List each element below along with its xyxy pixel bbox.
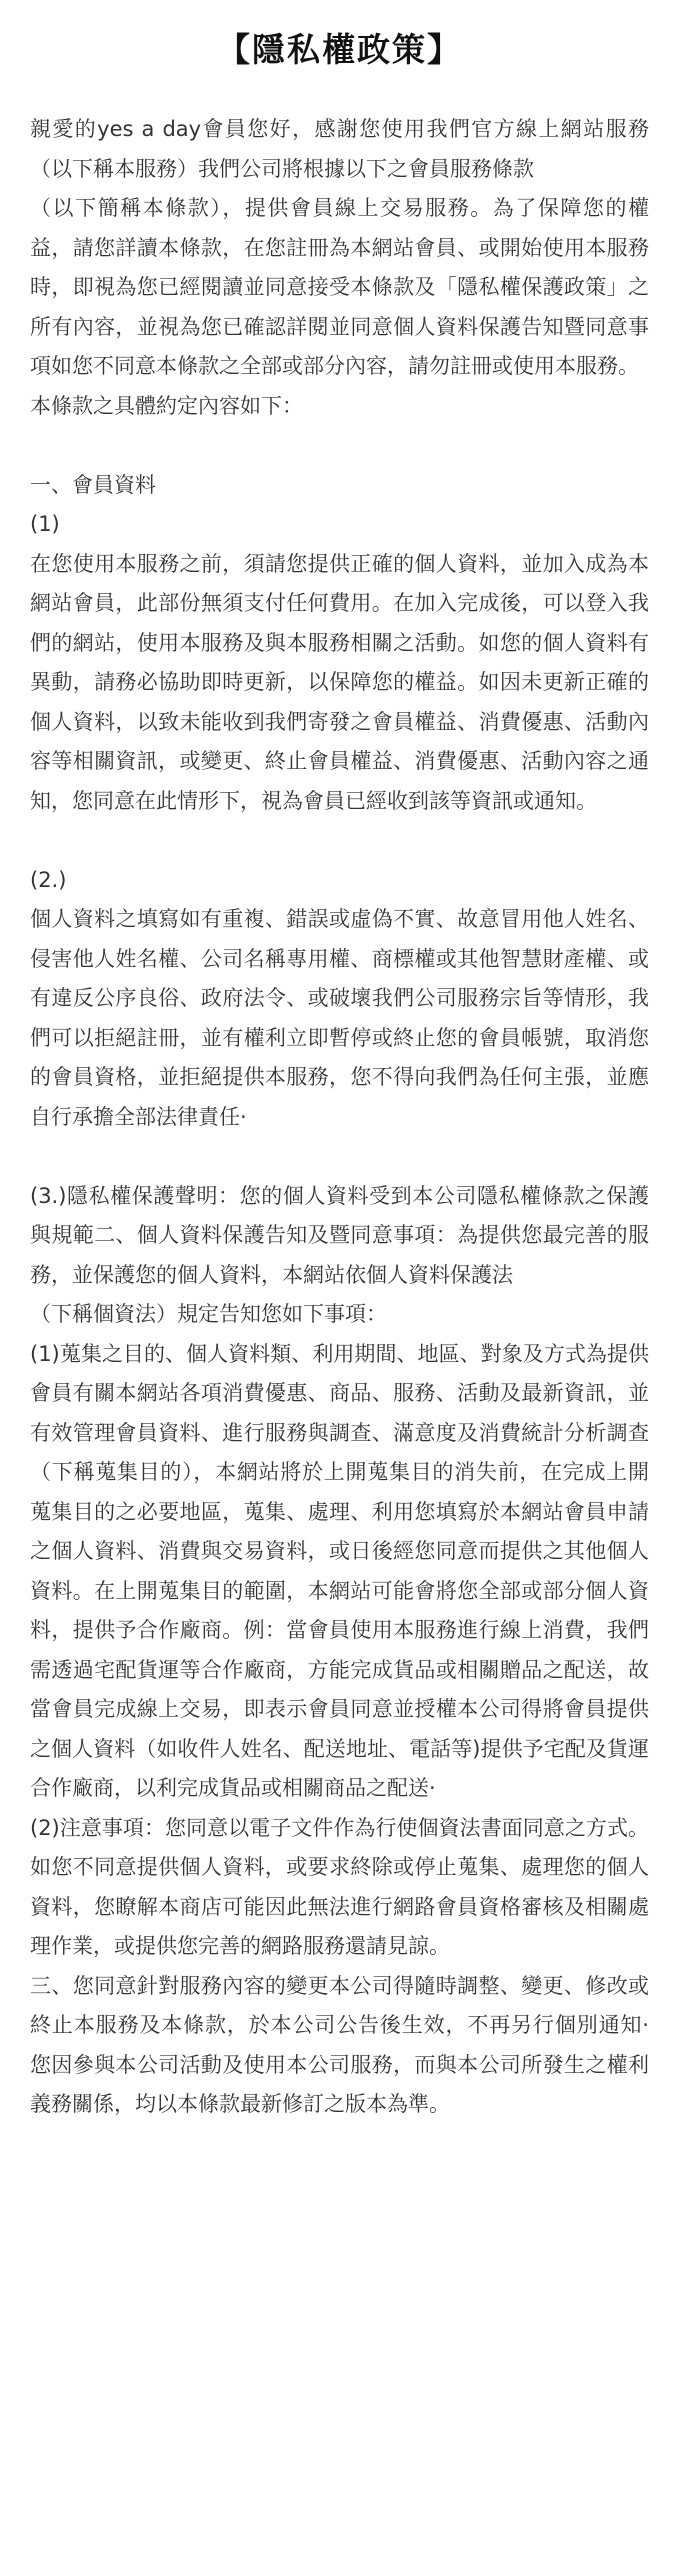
section-3-text: 三、您同意針對服務內容的變更本公司得隨時調整、變更、修改或終止本服務及本條款，於本公司公告後生效，不再另行個別通知· 您因參與本公司活動及使用本公司服務，而與本公司所發生之權利義務關係，均以本條款最新修訂之版本為準。 xyxy=(30,1973,649,2116)
item-2-text: 個人資料之填寫如有重複、錯誤或虛偽不實、故意冒用他人姓名、侵害他人姓名權、公司名稱專用權、商標權或其他智慧財產權、或有違反公序良俗、政府法令、或破壞我們公司服務宗旨等情形，我們可以拒絕註冊，並有權利立即暫停或終止您的會員帳號，取消您的會員資格，並拒絕提供本服務，您不得向我們為任何主張，並應自行承擔全部法律責任· xyxy=(30,907,649,1129)
item-3-sub-2: (2)注意事項：您同意以電子文件作為行使個資法書面同意之方式。如您不同意提供個人資料，或要求終除或停止蒐集、處理您的個人資料，您瞭解本商店可能因此無法進行網路會員資格審核及相關處理作業，或提供您完善的網路服務還請見諒。 xyxy=(30,1815,649,1958)
spacer xyxy=(30,821,649,861)
item-3-text: (3.)隱私權保護聲明：您的個人資料受到本公司隱私權條款之保護與規範二、個人資料保護告知及暨同意事項：為提供您最完善的服務，並保護您的個人資料，本網站依個人資料保護法 xyxy=(30,1183,649,1287)
item-1-text: 在您使用本服務之前，須請您提供正確的個人資料，並加入成為本網站會員，此部份無須支付任何費用。在加入完成後，可以登入我們的網站，使用本服務及與本服務相關之活動。如您的個人資料有異動，請務必協助即時更新，以保障您的權益。如因未更新正確的個人資料，以致未能收到我們寄發之會員權益、消費優惠、活動內容等相關資訊，或變更、終止會員權益、消費優惠、活動內容之通知，您同意在此情形下，視為會員已經收到該等資訊或通知。 xyxy=(30,551,649,813)
page-title: 【隱私權政策】 xyxy=(217,30,462,69)
intro-paragraph-2: （以下簡稱本條款），提供會員線上交易服務。為了保障您的權益，請您詳讀本條款，在您註冊為本網站會員、或開始使用本服務時，即視為您已經閱讀並同意接受本條款及「隱私權保護政策」之所有內容，並視為您已確認詳閱並同意個人資料保護告知暨同意事項如您不同意本條款之全部或部分內容，請勿註冊或使用本服務。 xyxy=(30,196,649,378)
intro-paragraph-3: 本條款之具體約定內容如下： xyxy=(30,393,303,418)
spacer xyxy=(30,1137,649,1177)
item-1-label: (1) xyxy=(30,512,60,536)
spacer xyxy=(30,426,649,466)
intro-paragraph-1: 親愛的yes a day會員您好，感謝您使用我們官方線上網站服務（以下稱本服務）我們公司將根據以下之會員服務條款 xyxy=(30,117,649,181)
item-3-continuation: （下稱個資法）規定告知您如下事項： xyxy=(30,1302,387,1326)
item-2-label: (2.) xyxy=(30,867,67,892)
section-heading-member-data: 一、會員資料 xyxy=(30,472,156,497)
item-3-sub-1: (1)蒐集之目的、個人資料類、利用期間、地區、對象及方式為提供會員有關本網站各項消費優惠、商品、服務、活動及最新資訊，並有效管理會員資料、進行服務與調查、滿意度及消費統計分析調查（下稱蒐集目的），本網站將於上開蒐集目的消失前，在完成上開蒐集目的之必要地區，蒐集、處理、利用您填寫於本網站會員申請之個人資料、消費與交易資料，或日後經您同意而提供之其他個人資料。在上開蒐集目的範圍，本網站可能會將您全部或部分個人資料，提供予合作廠商。例：當會員使用本服務進行線上消費，我們需透過宅配貨運等合作廠商，方能完成貨品或相關贈品之配送，故當會員完成線上交易，即表示會員同意並授權本公司得將會員提供之個人資料（如收件人姓名、配送地址、電話等)提供予宅配及貨運合作廠商，以利完成貨品或相關商品之配送· xyxy=(30,1341,649,1800)
